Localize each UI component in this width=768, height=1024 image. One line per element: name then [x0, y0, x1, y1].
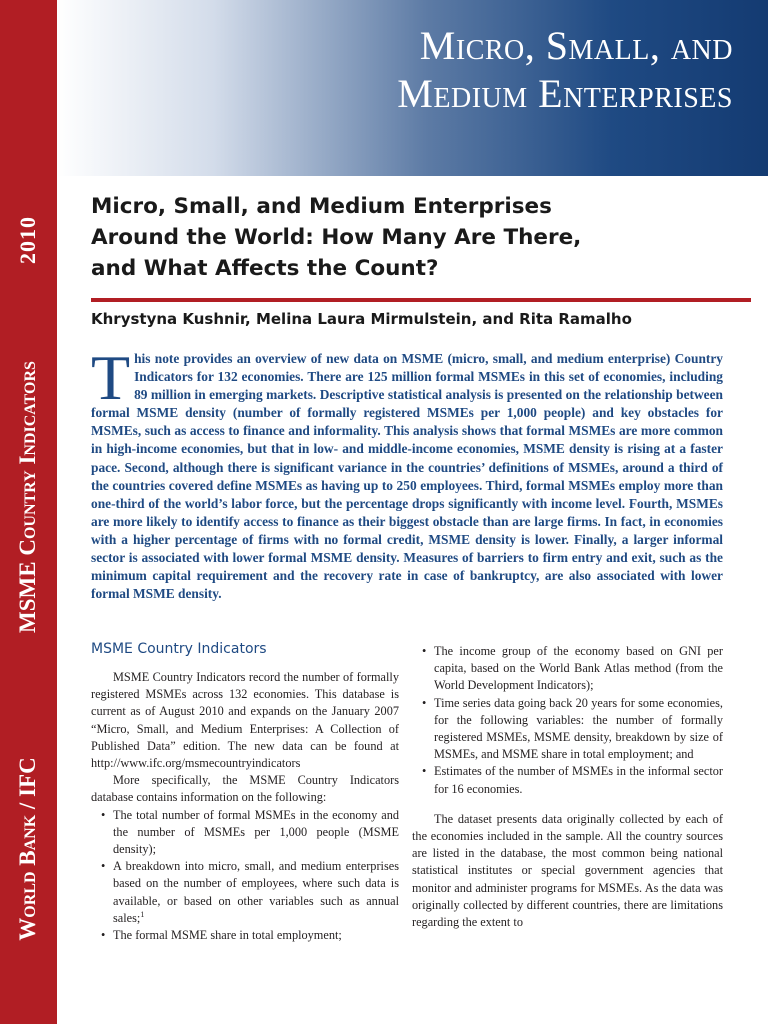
- sidebar: [0, 0, 57, 1024]
- header-banner: [57, 0, 768, 176]
- list-item: • Estimates of the number of MSMEs in the informal sector for 16 economies.: [412, 763, 723, 797]
- sidebar-series-title: MSME Country Indicators: [15, 361, 40, 633]
- banner-title-line-2: Medium Enterprises: [397, 71, 733, 116]
- title-divider: [91, 298, 751, 302]
- title-line: Micro, Small, and Medium Enterprises: [91, 194, 552, 219]
- drop-cap: T: [91, 342, 131, 413]
- article-title: [91, 191, 741, 284]
- list-item: • The total number of formal MSMEs in the economy and the number of MSMEs per 1,000 people (MSME density);: [91, 807, 399, 859]
- sidebar-organization: World Bank / IFC: [15, 757, 40, 941]
- footnote-marker: 1: [140, 909, 145, 919]
- dataset-paragraph: The dataset presents data originally collected by each of the economies included in the sample. All the country sources are listed in the database, the most common being national statistical institutes or special government agencies that monitor and administer programs for MSMEs. As the data was originally collected by different countries, there are limitations regarding the extent to: [412, 811, 723, 930]
- title-line: and What Affects the Count?: [91, 256, 439, 281]
- left-column: [91, 669, 399, 944]
- right-bullet-list: [412, 643, 723, 798]
- list-item: • The formal MSME share in total employment;: [91, 927, 399, 944]
- left-bullet-list: [91, 807, 399, 945]
- contents-paragraph: More specifically, the MSME Country Indicators database contains information on the following:: [91, 773, 399, 805]
- section-heading: MSME Country Indicators: [91, 641, 267, 657]
- abstract-text: his note provides an overview of new data on MSME (micro, small, and medium enterprise) Country Indicators for 132 economies. There are 125 million formal MSMEs in this set of economies, including 89 million in emerging markets. Descriptive statistical analysis is presented on the relationship between formal MSME density (number of formally registered MSMEs per 1,000 people) and key obstacles for MSMEs, such as access to finance and informality. This analysis shows that formal MSMEs are more common in high-income economies, but that in low- and middle-income economies, MSME density is rising at a faster pace. Second, although there is significant variance in the countries’ definitions of MSMEs, around a third of the countries covered define MSMEs as having up to 250 employees. Third, formal MSMEs employ more than one-third of the world’s labor force, but the percentage drops significantly with income level. Fourth, MSMEs are more likely to identify access to finance as their biggest obstacle than are large firms. In fact, in economies with a higher percentage of firms with no formal credit, MSME density is lower. Finally, a larger informal sector is associated with lower formal MSME density. Measures of barriers to firm entry and exit, such as the minimum capital requirement and the recovery rate in case of bankruptcy, are also associated with lower formal MSME density.: [91, 351, 723, 602]
- right-column: [412, 643, 723, 931]
- sidebar-year: 2010: [15, 216, 40, 264]
- list-item: • A breakdown into micro, small, and medium enterprises based on the number of employees, where such data is available, or based on other variables such as annual sales;$^1$: [91, 858, 399, 927]
- abstract: [91, 342, 723, 603]
- intro-paragraph: MSME Country Indicators record the number of formally registered MSMEs across 132 economies. This database is current as of August 2010 and expands on the January 2007 “Micro, Small, and Medium Enterprises: A Collection of Published Data” edition. The new data can be found at http://www.ifc.org/msmecountryindicators: [91, 670, 399, 771]
- list-item: • The income group of the economy based on GNI per capita, based on the World Bank Atlas method (from the World Development Indicators);: [412, 643, 723, 695]
- title-line: Around the World: How Many Are There,: [91, 225, 582, 250]
- banner-title-line-1: Micro, Small, and: [419, 23, 733, 68]
- authors: Khrystyna Kushnir, Melina Laura Mirmulstein, and Rita Ramalho: [91, 310, 632, 328]
- list-item: • Time series data going back 20 years for some economies, for the following variables: the number of formally registered MSMEs, MSME density, breakdown by size of MSMEs, and MSME share in total employment; and: [412, 695, 723, 764]
